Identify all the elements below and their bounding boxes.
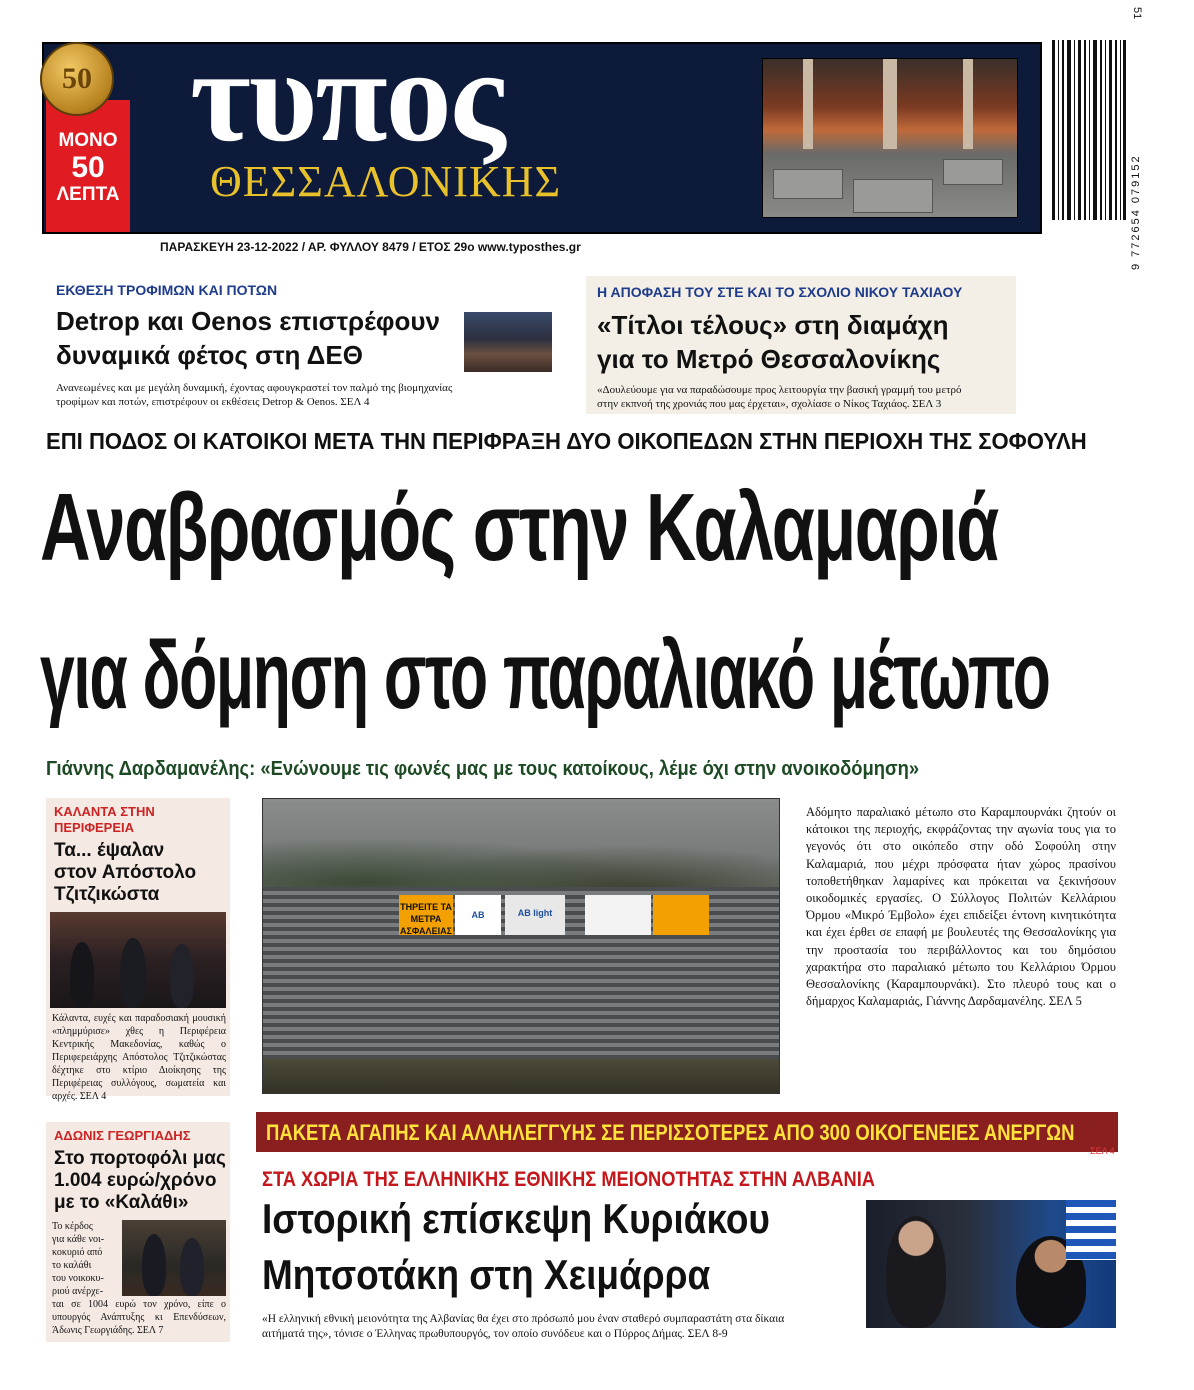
teaser-right-body-1: «Δουλεύουμε για να παραδώσουμε προς λειτουργία την βασική γραμμή του μετρό <box>597 384 962 396</box>
price-tag <box>46 100 130 232</box>
teaser-right-kicker: Η ΑΠΟΦΑΣΗ ΤΟΥ ΣΤΕ ΚΑΙ ΤΟ ΣΧΟΛΙΟ ΝΙΚΟΥ ΤΑΧΙΑΟΥ <box>597 284 963 300</box>
lead-kicker-text: ΕΠΙ ΠΟΔΟΣ ΟΙ ΚΑΤΟΙΚΟΙ ΜΕΤΑ ΤΗΝ ΠΕΡΙΦΡΑΞΗ ΔΥΟ ΟΙΚΟΠΕΔΩΝ ΣΤΗΝ ΠΕΡΙΟΧΗ ΤΗΣ ΣΟΦΟΥΛΗ <box>46 428 1087 454</box>
euro-coin-icon: 50 <box>40 42 114 116</box>
person-figure <box>142 1234 166 1296</box>
person-figure <box>120 938 146 1008</box>
bottom-kicker-text: ΣΤΑ ΧΩΡΙΑ ΤΗΣ ΕΛΛΗΝΙΚΗΣ ΕΘΝΙΚΗΣ ΜΕΙΟΝΟΤΗΤΑΣ ΣΤΗΝ ΑΛΒΑΝΙΑ <box>262 1168 875 1191</box>
banner-page-ref: ΣΕΛ 4 <box>1090 1146 1115 1156</box>
person-figure <box>170 944 194 1008</box>
info-sign <box>585 895 651 935</box>
price-tag-amount: 50 <box>71 151 105 184</box>
lead-quote-text: Γιάννης Δαρδαμανέλης: «Ενώνουμε τις φωνές μας με τους κατοίκους, λέμε όχι στην ανοικοδόμηση» <box>46 758 920 780</box>
lead-body-text: Αδόμητο παραλιακό μέτωπο στο Καραμπουρνάκι ζητούν οι κάτοικοι της περιοχής, εκφράζοντας την αγωνία τους για το γεγονός ότι στο οικόπεδο στην οδό Σοφούλη στην Καλαμαριά, που μέχρι πρόσφατα ήταν χώρος πρασίνου τοποθετήθηκαν λαμαρίνες και πρόκειται να ξεκινήσουν οικοδομικές εργασίες. Ο Σύλλογος Πολιτών Κελλάριου Όρμου «Μικρό Έμβολο» έχει επιδείξει έντονη κινητικότητα και έχει έρθει σε επαφή με βουλευτές της Θεσσαλονίκης για την προστασία του περιβάλλοντος και του δημόσιου χαρακτήρα στο παραλιακό μέτωπο του Κελλάριου Όρμου Θεσσαλονίκης (Καραμπουρνάκι). Στο πλευρό τους και ο δήμαρχος Καλαμαριάς, Γιάννης Δαρδαμανέλης. ΣΕΛ 5 <box>806 805 1116 1009</box>
lead-body <box>806 804 1116 1094</box>
side2-body-6: ριού ανέρχε- <box>52 1286 104 1297</box>
company-sign-2: AB light <box>505 895 565 935</box>
side1-kicker-1: ΚΑΛΑΝΤΑ ΣΤΗΝ <box>54 804 155 819</box>
flag-icon <box>1066 1200 1116 1260</box>
side2-body-2: για κάθε νοι- <box>52 1234 105 1245</box>
lead-headline-2 <box>40 622 1194 729</box>
expo-crowd-photo <box>464 312 552 372</box>
bottom-body <box>262 1312 822 1342</box>
price-tag-line1: ΜΟΝΟ <box>58 130 118 151</box>
barcode-icon <box>1050 40 1128 220</box>
person-figure <box>70 942 94 1008</box>
bottom-body-line1: «Η ελληνική εθνική μειονότητα της Αλβανίας θα έχει στο πρόσωπό μου έναν σταθερό συμπαραστάτη στα δίκαια <box>262 1313 785 1325</box>
side2-kicker: ΑΔΩΝΙΣ ΓΕΩΡΓΙΑΔΗΣ <box>54 1128 191 1143</box>
safety-sign: ΤΗΡΕΙΤΕ ΤΑ ΜΕΤΡΑ ΑΣΦΑΛΕΙΑΣ <box>399 895 453 935</box>
side2-body-3: κοκυριό από <box>52 1247 103 1258</box>
solidarity-banner-text: ΠΑΚΕΤΑ ΑΓΑΠΗΣ ΚΑΙ ΑΛΛΗΛΕΓΓΥΗΣ ΣΕ ΠΕΡΙΣΣΟΤΕΡΕΣ ΑΠΟ 300 ΟΙΚΟΓΕΝΕΙΕΣ ΑΝΕΡΓΩΝ <box>266 1120 1075 1145</box>
fenced-plot-photo <box>262 798 780 1094</box>
georgiadis-photo <box>122 1220 226 1296</box>
solidarity-banner-wrap <box>266 1120 1194 1146</box>
side2-headline-1: Στο πορτοφόλι μας <box>54 1148 226 1169</box>
dateline: ΠΑΡΑΣΚΕΥΗ 23-12-2022 / ΑΡ. ΦΥΛΛΟΥ 8479 / ΕΤΟΣ 29ο www.typosthes.gr <box>160 240 581 254</box>
person-figure <box>180 1238 204 1296</box>
lead-headline-1-text: Αναβρασμός στην Καλαμαριά <box>40 474 998 581</box>
side2-body-1: Το κέρδος <box>52 1221 93 1232</box>
barcode-number: 9 772654 079152 <box>1130 154 1142 270</box>
side1-headline-3: Τζιτζικώστα <box>54 884 160 905</box>
mitsotakis-himara-photo <box>866 1200 1116 1328</box>
lead-kicker <box>46 428 1146 455</box>
teaser-left-kicker: ΕΚΘΕΣΗ ΤΡΟΦΙΜΩΝ ΚΑΙ ΠΟΤΩΝ <box>56 282 278 298</box>
teaser-left-headline-1: Detrop και Oenos επιστρέφουν <box>56 306 440 336</box>
side2-body-rest: ται σε 1004 ευρώ τον χρόνο, είπε ο υπουργός Ανάπτυξης κι Επενδύσεων, Άδωνις Γεωργιάδης. ΣΕΛ 7 <box>52 1299 226 1336</box>
side2-headline-3: με το «Καλάθι» <box>54 1192 189 1213</box>
side1-headline-2: στον Απόστολο <box>54 862 197 883</box>
warning-sign <box>653 895 709 935</box>
side1-headline-1: Τα... έψαλαν <box>54 840 165 861</box>
company-sign <box>455 895 501 935</box>
bottom-body-line2: αιτήματά της», τόνισε ο Έλληνας πρωθυπουργός, τον οποίο συνόδευε και ο Πύρρος Δήμας. ΣΕΛ 8-9 <box>262 1328 728 1340</box>
bottom-headline-2 <box>262 1251 771 1298</box>
barcode-issue-number: 51 <box>1131 7 1143 20</box>
side2-headline-2: 1.004 ευρώ/χρόνο <box>54 1170 217 1191</box>
lead-headline-1 <box>40 474 1194 581</box>
teaser-right-headline-2: για το Μετρό Θεσσαλονίκης <box>597 344 941 374</box>
side1-body: Κάλαντα, ευχές και παραδοσιακή μουσική «πλημμύρισε» χθες η Περιφέρεια Κεντρικής Μακεδονίας, καθώς ο Περιφερειάρχης Απόστολος Τζιτζικώστας δέχτηκε στο κτίριο Διοίκησης της Περιφέρειας συλλόγους, σωματεία και αρχές. ΣΕΛ 4 <box>52 1013 226 1102</box>
bottom-headline-1 <box>262 1195 839 1242</box>
teaser-left-body-2: τροφίμων και ποτών, επιστρέφουν οι εκθέσεις Detrop & Oenos. ΣΕΛ 4 <box>56 396 370 408</box>
newspaper-logo-subtitle: ΘΕΣΣΑΛΟΝΙΚΗΣ <box>210 157 562 206</box>
company-sign-text: ΑΒ <box>471 910 485 920</box>
lead-quote <box>46 758 995 781</box>
bottom-headline-1-text: Ιστορική επίσκεψη Κυριάκου <box>262 1195 770 1242</box>
teaser-left-body-1: Ανανεωμένες και με μεγάλη δυναμική, έχοντας αφουγκραστεί τον παλμό της βιομηχανίας <box>56 382 453 394</box>
person-figure <box>886 1216 946 1328</box>
newspaper-logo-title: τυπος <box>190 22 504 169</box>
side2-body-4: το καλάθι <box>52 1260 92 1271</box>
lead-headline-2-text: για δόμηση στο παραλιακό μέτωπο <box>40 622 1050 729</box>
teaser-right-body-2: στην εκπνοή της χρονιάς που μας έρχεται», σχολίασε ο Νίκος Ταχιάος. ΣΕΛ 3 <box>597 398 942 410</box>
bottom-kicker <box>262 1168 967 1192</box>
price-tag-line3: ΛΕΠΤΑ <box>56 184 120 205</box>
teaser-left-headline-2: δυναμικά φέτος στη ΔΕΘ <box>56 340 363 370</box>
side1-kicker-2: ΠΕΡΙΦΕΡΕΙΑ <box>54 820 135 835</box>
bottom-headline-2-text: Μητσοτάκη στη Χειμάρρα <box>262 1251 711 1298</box>
teaser-right-headline-1: «Τίτλοι τέλους» στη διαμάχη <box>597 310 949 340</box>
carols-event-photo <box>50 912 226 1008</box>
metro-excavation-photo <box>762 58 1018 218</box>
side2-body-5: του νοικοκυ- <box>52 1273 104 1284</box>
